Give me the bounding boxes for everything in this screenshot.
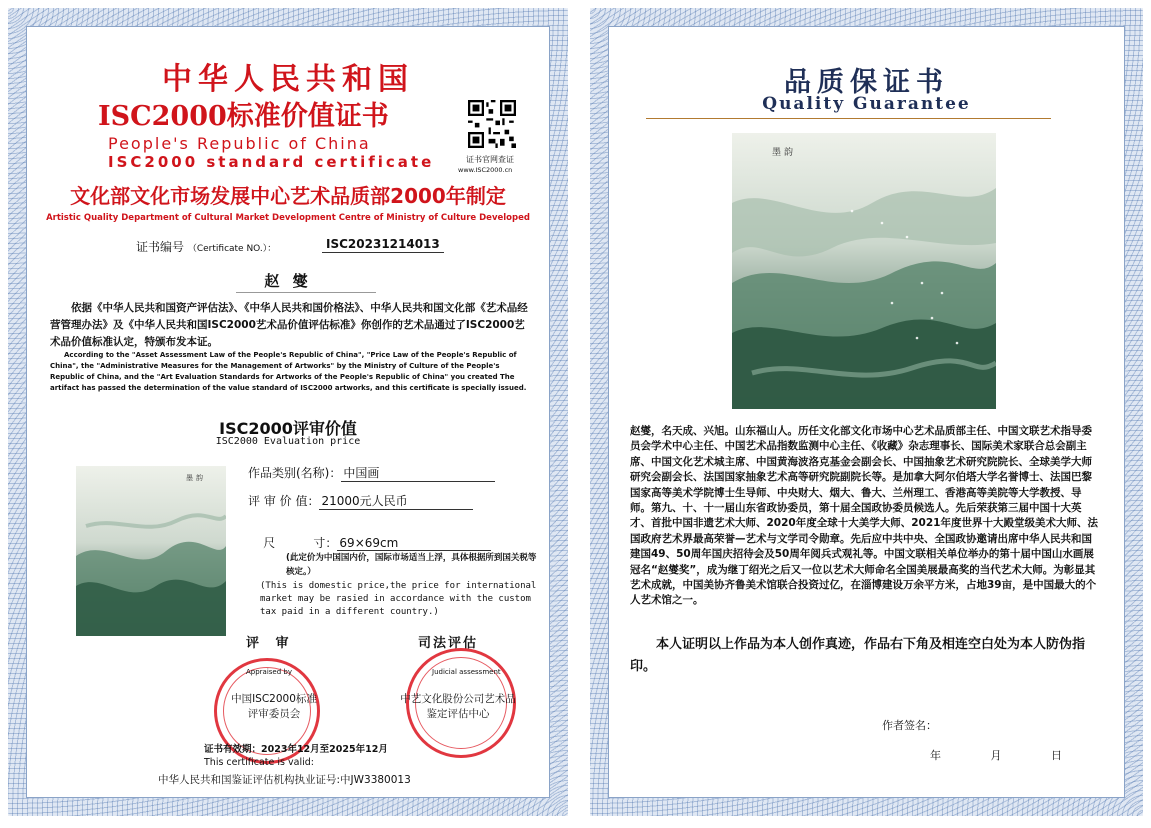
legal-basis-en: According to the "Asset Assessment Law of the People's Republic of China", "Price Law of the People's Republic of China", the "Administrative Measures for the Management of Artworks" by the Ministry of Culture of the People's Republic of China, and the "Art Evaluation Standards for Artworks of the People's Republic of China" you created The artifact has passed the determination of the value standard of ISC2000 artworks, and this certificate is specially issued. — [50, 351, 527, 392]
guarantee-sheet — [590, 8, 1143, 816]
field-value-label: 评 审 价 值： — [248, 494, 320, 508]
cert-no-label — [136, 238, 276, 255]
field-category-value: 中国画 — [341, 464, 495, 482]
department-cn: 文化部文化市场发展中心艺术品质部2000年制定 — [70, 184, 506, 208]
seal2-label: Judicial assessment — [432, 668, 501, 676]
title-en-2: ISC2000 standard certificate — [108, 153, 435, 171]
authenticity-statement: 本人证明以上作品为本人创作真迹，作品右下角及相连空白处为本人防伪指印。 — [630, 637, 1086, 674]
artist-name: 赵 燮 — [264, 272, 312, 290]
field-category — [248, 464, 495, 482]
review-label: 评 审 — [246, 636, 295, 651]
field-category-label: 作品类别(名称)： — [248, 466, 342, 480]
department-en: Artistic Quality Department of Cultural Market Development Centre of Ministry of Culture Developed — [46, 213, 530, 223]
signature-label: 作者签名： — [882, 719, 937, 732]
svg-text:墨: 墨 — [772, 148, 782, 158]
certificate-sheet — [8, 8, 568, 816]
title-en-1: People's Republic of China — [108, 134, 371, 153]
qr-code-icon[interactable] — [468, 100, 516, 148]
svg-text:墨: 墨 — [186, 474, 193, 482]
field-value-value: 21000元人民币 — [319, 492, 473, 510]
price-note-en: (This is domestic price,the price for international market may be rasied in accordance with the custom tax paid in a different country.) — [260, 581, 537, 617]
judicial-label: 司法评估 — [418, 636, 479, 651]
seal1-org: 中国ISC2000标准 评审委员会 — [231, 693, 317, 720]
evaluation-title-en: ISC2000 Evaluation price — [215, 436, 361, 447]
title-isc: ISC2000标准价值证书 — [98, 101, 389, 132]
title-rule — [646, 118, 1051, 119]
price-note-cn: (此定价为中国国内价，国际市场适当上浮，具体根据所到国关税等核定。） — [286, 553, 537, 577]
legal-basis-cn: 依据《中华人民共和国资产评估法》、《中华人民共和国价格法》、中华人民共和国文化部《艺术品经营管理办法》及《中华人民共和国ISC2000艺术品价值评估标准》你创作的艺术品通过了ISC2000艺术品价值标准认定，特颁布发本证。 — [50, 302, 528, 348]
artwork-thumbnail — [76, 466, 226, 636]
date-label: 年 月 日 — [930, 749, 1076, 762]
guarantee-title-cn: 品质保证书 — [784, 67, 949, 98]
seal1-label: Appraised by — [246, 668, 292, 676]
cert-no-label-cn: 证书编号 — [136, 240, 185, 254]
validity-cn: 证书有效期：2023年12月至2025年12月 — [204, 744, 388, 755]
svg-text:韵: 韵 — [196, 474, 203, 482]
cert-no-label-en: （Certificate NO.）： — [187, 244, 277, 254]
license-number: 中华人民共和国鉴证评估机构执业证号:中JW3380013 — [158, 774, 411, 786]
guarantee-title-en: Quality Guarantee — [762, 94, 971, 114]
seal2-org: 中艺文化股份公司艺术品 鉴定评估中心 — [400, 693, 516, 720]
validity-en: This certificate is valid: — [204, 757, 314, 768]
artist-biography: 赵燮，名天成、兴旭。山东福山人。历任文化部文化市场中心艺术品质部主任、中国文联艺术指导委员会学术中心主任、中国艺术品指数监测中心主任、《收藏》杂志理事长、国际美术家联合总会副主席、中国文化艺术城主席、中国黄海波洛克基金会副会长、中国抽象艺术研究院院长、全球美学大师研究会副会长、法国国家抽象艺术高等研究院副院长等。是加拿大阿尔伯塔大学名誉博士、法国巴黎国家高等美术学院博士生导师、中央财大、烟大、鲁大、兰州理工、香港高等美院等大学教授、导师。第九、十、十一届山东省政协委员，第十届全国政协委员候选人。先后荣获第三届中国十大英才、首批中国非遗艺术大师、2020年度全球十大美学大师、2021年度世界十大殿堂级美术大师、法国政府艺术界最高荣誉—艺术与文学司令勋章。先后应中共中央、全国政协邀请出席中华人民共和国建国49、50周年国庆招待会及50周年阅兵式观礼等。中国文联相关单位举办的第十届中国山水画展冠名“赵燮奖”，成为继丁绍光之后又一位以艺术大师命名全国美展最高奖的当代艺术大师。为彰显其艺术成就，中国美协齐鲁美术馆联合投资过亿，在淄博建设万余平方米，占地39亩，是中国最大的个人艺术馆之一。 — [630, 425, 1098, 607]
cert-no-value: ISC20231214013 — [322, 237, 444, 253]
artwork-painting — [732, 133, 996, 409]
qr-caption: 证书官网查证 — [466, 155, 514, 164]
svg-text:韵: 韵 — [784, 148, 794, 158]
evaluation-title-cn: ISC2000评审价值 — [219, 419, 357, 438]
field-size-value: 69×69cm — [337, 536, 491, 551]
title-cn: 中华人民共和国 — [162, 62, 414, 97]
qr-url: www.ISC2000.cn — [458, 166, 513, 174]
name-underline — [236, 292, 376, 293]
field-size-label: 尺 寸： — [263, 536, 338, 550]
field-value — [248, 492, 473, 510]
